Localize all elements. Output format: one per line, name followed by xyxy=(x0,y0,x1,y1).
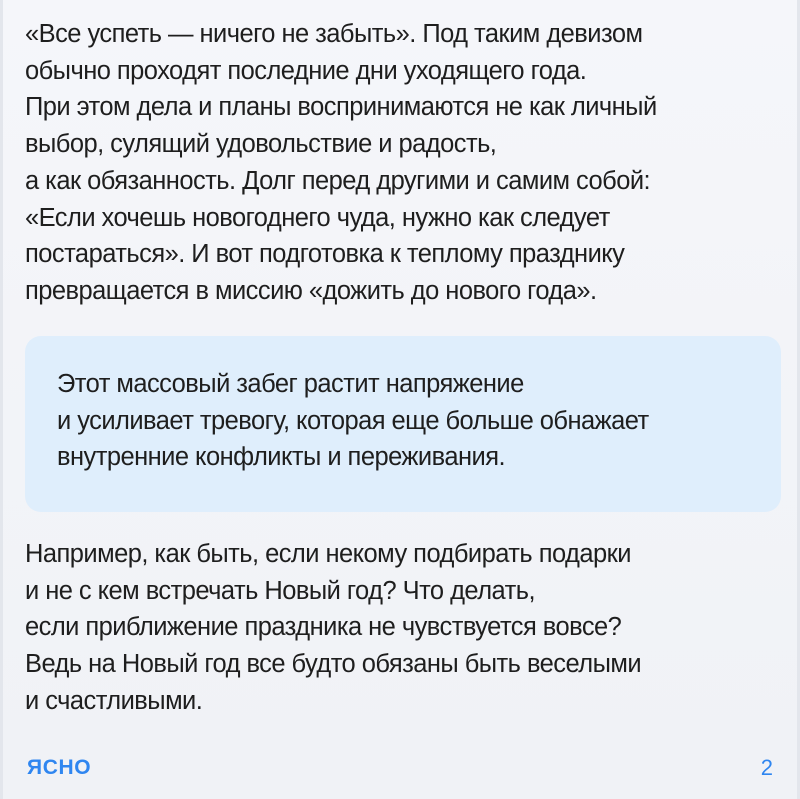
intro-line: «Если хочешь новогоднего чуда, нужно как следует xyxy=(25,203,610,232)
outro-line: если приближение праздника не чувствуется вовсе? xyxy=(25,613,622,642)
outro-line: Ведь на Новый год все будто обязаны быть веселыми xyxy=(25,650,642,679)
intro-line: превращается в миссию «дожить до нового года». xyxy=(25,276,597,305)
quote-line: и усиливает тревогу, которая еще больше обнажает xyxy=(57,406,649,435)
outro-line: и счастливыми. xyxy=(25,686,203,715)
intro-line: а как обязанность. Долг перед другими и самим собой: xyxy=(25,166,651,195)
quote-callout xyxy=(25,336,781,512)
outro-paragraph xyxy=(25,536,785,720)
quote-line: внутренние конфликты и переживания. xyxy=(57,443,505,472)
intro-paragraph xyxy=(25,16,785,310)
page-number: 2 xyxy=(760,755,773,780)
quote-text xyxy=(57,366,649,476)
outro-line: и не с кем встречать Новый год? Что делать, xyxy=(25,576,535,605)
intro-line: «Все успеть — ничего не забыть». Под таким девизом xyxy=(25,20,643,48)
intro-line: выбор, сулящий удовольствие и радость, xyxy=(25,130,497,159)
quote-line: Этот массовый забег растит напряжение xyxy=(57,370,524,398)
outro-line: Например, как быть, если некому подбирать подарки xyxy=(25,540,631,568)
intro-line: постараться». И вот подготовка к теплому празднику xyxy=(25,240,625,269)
intro-line: обычно проходят последние дни уходящего года. xyxy=(25,56,587,85)
intro-line: При этом дела и планы воспринимаются не как личный xyxy=(25,93,657,122)
brand-logo: ЯСНО xyxy=(27,756,92,779)
